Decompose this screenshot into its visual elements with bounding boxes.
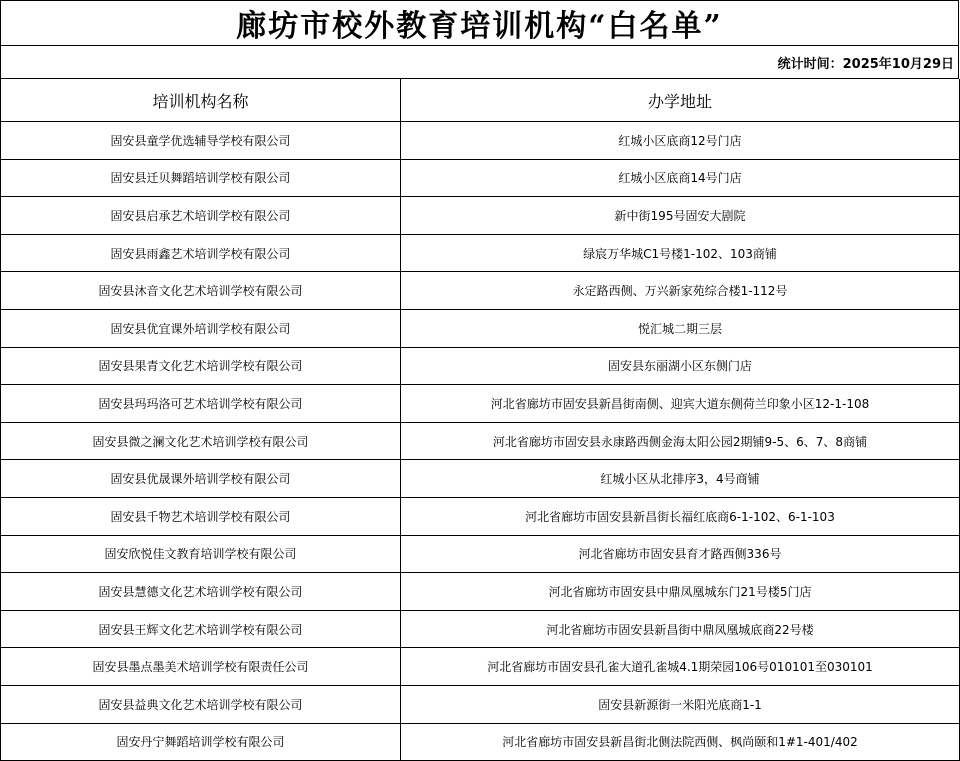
table-row — [1, 159, 960, 197]
institution-name-cell: 固安县童学优选辅导学校有限公司 — [1, 122, 401, 160]
address-cell: 永定路西侧、万兴新家苑综合楼1-112号 — [401, 272, 960, 310]
column-header-address: 办学地址 — [401, 79, 960, 122]
address-cell: 固安县新源街一米阳光底商1-1 — [401, 685, 960, 723]
institution-name-cell: 固安县雨鑫艺术培训学校有限公司 — [1, 234, 401, 272]
column-header-name: 培训机构名称 — [1, 79, 401, 122]
table-row — [1, 648, 960, 686]
table-row — [1, 535, 960, 573]
table-row — [1, 573, 960, 611]
address-cell: 新中街195号固安大剧院 — [401, 197, 960, 235]
table-row — [1, 497, 960, 535]
address-cell: 河北省廊坊市固安县新昌街中鼎凤凰城底商22号楼 — [401, 610, 960, 648]
table-row — [1, 385, 960, 423]
table-body — [1, 122, 960, 761]
institution-name-cell: 固安县千物艺术培训学校有限公司 — [1, 497, 401, 535]
address-cell: 悦汇城二期三层 — [401, 309, 960, 347]
institution-name-cell: 固安县王辉文化艺术培训学校有限公司 — [1, 610, 401, 648]
address-cell: 红城小区底商12号门店 — [401, 122, 960, 160]
institution-table — [0, 79, 960, 761]
institution-name-cell: 固安县益典文化艺术培训学校有限公司 — [1, 685, 401, 723]
institution-name-cell: 固安县迁贝舞蹈培训学校有限公司 — [1, 159, 401, 197]
address-cell: 固安县东丽湖小区东侧门店 — [401, 347, 960, 385]
address-cell: 河北省廊坊市固安县永康路西侧金海太阳公园2期铺9-5、6、7、8商铺 — [401, 422, 960, 460]
table-row — [1, 197, 960, 235]
table-row — [1, 309, 960, 347]
table-row — [1, 460, 960, 498]
address-cell: 河北省廊坊市固安县中鼎凤凰城东门21号楼5门店 — [401, 573, 960, 611]
table-header-row — [1, 79, 960, 122]
institution-name-cell: 固安县微之澜文化艺术培训学校有限公司 — [1, 422, 401, 460]
address-cell: 河北省廊坊市固安县孔雀大道孔雀城4.1期荣园106号010101至030101 — [401, 648, 960, 686]
address-cell: 河北省廊坊市固安县新昌街长福红底商6-1-102、6-1-103 — [401, 497, 960, 535]
statistics-date: 统计时间：2025年10月29日 — [0, 46, 959, 79]
address-cell: 河北省廊坊市固安县新昌街北侧法院西侧、枫尚颐和1#1-401/402 — [401, 723, 960, 761]
table-row — [1, 272, 960, 310]
table-row — [1, 422, 960, 460]
table-row — [1, 685, 960, 723]
institution-name-cell: 固安县优晟课外培训学校有限公司 — [1, 460, 401, 498]
table-row — [1, 347, 960, 385]
institution-name-cell: 固安县果青文化艺术培训学校有限公司 — [1, 347, 401, 385]
institution-name-cell: 固安县沐音文化艺术培训学校有限公司 — [1, 272, 401, 310]
institution-name-cell: 固安县玛玛洛可艺术培训学校有限公司 — [1, 385, 401, 423]
sheet-title: 廊坊市校外教育培训机构“白名单” — [0, 0, 959, 46]
address-cell: 绿宸万华城C1号楼1-102、103商铺 — [401, 234, 960, 272]
table-row — [1, 122, 960, 160]
table-row — [1, 234, 960, 272]
address-cell: 河北省廊坊市固安县育才路西侧336号 — [401, 535, 960, 573]
address-cell: 红城小区从北排序3，4号商铺 — [401, 460, 960, 498]
institution-name-cell: 固安县优宜课外培训学校有限公司 — [1, 309, 401, 347]
table-row — [1, 610, 960, 648]
institution-name-cell: 固安县启承艺术培训学校有限公司 — [1, 197, 401, 235]
institution-name-cell: 固安县慧德文化艺术培训学校有限公司 — [1, 573, 401, 611]
address-cell: 河北省廊坊市固安县新昌街南侧、迎宾大道东侧荷兰印象小区12-1-108 — [401, 385, 960, 423]
institution-name-cell: 固安欣悦佳文教育培训学校有限公司 — [1, 535, 401, 573]
address-cell: 红城小区底商14号门店 — [401, 159, 960, 197]
institution-name-cell: 固安县墨点墨美术培训学校有限责任公司 — [1, 648, 401, 686]
institution-name-cell: 固安丹宁舞蹈培训学校有限公司 — [1, 723, 401, 761]
